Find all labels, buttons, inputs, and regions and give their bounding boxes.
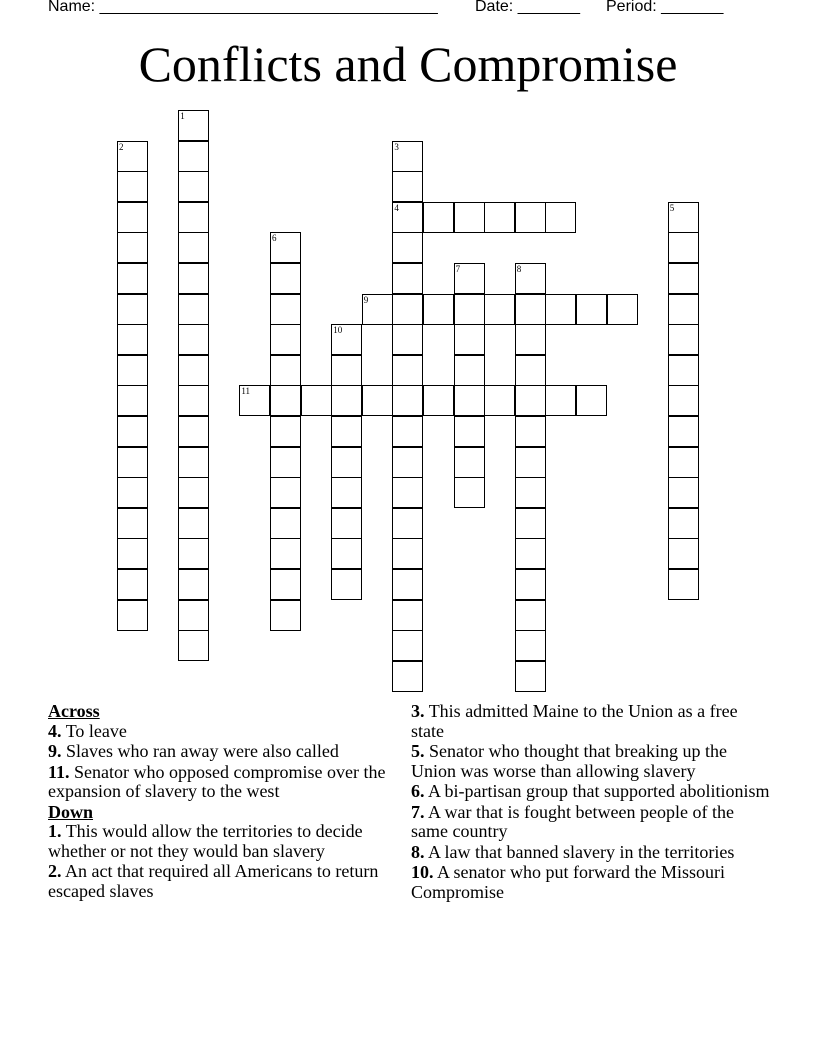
crossword-cell[interactable] xyxy=(117,324,148,355)
crossword-cell[interactable] xyxy=(331,416,362,447)
crossword-cell[interactable] xyxy=(515,630,546,661)
crossword-cell[interactable] xyxy=(515,202,546,233)
crossword-cell[interactable] xyxy=(392,202,423,233)
crossword-cell[interactable] xyxy=(178,385,209,416)
crossword-cell[interactable] xyxy=(178,477,209,508)
clue-text: Senator who opposed compromise over the expansion of slavery to the west xyxy=(48,761,386,801)
crossword-cell[interactable] xyxy=(392,600,423,631)
crossword-cell[interactable] xyxy=(117,141,148,172)
crossword-cell[interactable] xyxy=(668,538,699,569)
clue-number: 3. xyxy=(411,701,425,721)
clue-text: A war that is fought between people of the same country xyxy=(411,801,734,841)
crossword-cell[interactable] xyxy=(270,263,301,294)
crossword-cell[interactable] xyxy=(331,508,362,539)
crossword-cell[interactable] xyxy=(270,324,301,355)
crossword-cell[interactable] xyxy=(668,569,699,600)
crossword-cell[interactable] xyxy=(392,141,423,172)
clue-down-6 xyxy=(411,782,771,802)
crossword-cell[interactable] xyxy=(270,232,301,263)
clue-down-7 xyxy=(411,803,771,842)
crossword-cell[interactable] xyxy=(515,538,546,569)
crossword-cell[interactable] xyxy=(392,630,423,661)
crossword-cell[interactable] xyxy=(454,294,485,325)
crossword-cell[interactable] xyxy=(178,569,209,600)
clue-number-label: 6 xyxy=(272,233,277,244)
crossword-cell[interactable] xyxy=(668,232,699,263)
crossword-cell[interactable] xyxy=(331,355,362,386)
clue-number-label: 1 xyxy=(180,111,185,121)
date-field[interactable]: Date: _______ xyxy=(475,0,580,15)
crossword-cell[interactable] xyxy=(117,538,148,569)
crossword-cell[interactable] xyxy=(454,477,485,508)
crossword-cell[interactable] xyxy=(545,202,576,233)
clues-right-column xyxy=(411,702,771,903)
crossword-cell[interactable] xyxy=(270,294,301,325)
crossword-cell[interactable] xyxy=(178,294,209,325)
crossword-cell[interactable] xyxy=(668,385,699,416)
crossword-cell[interactable] xyxy=(515,416,546,447)
crossword-cell[interactable] xyxy=(178,416,209,447)
crossword-cell[interactable] xyxy=(668,477,699,508)
crossword-cell[interactable] xyxy=(515,263,546,294)
clue-number: 2. xyxy=(48,861,62,881)
clue-number-label: 5 xyxy=(669,202,675,213)
crossword-cell[interactable] xyxy=(331,477,362,508)
crossword-cell[interactable] xyxy=(301,385,332,416)
crossword-cell[interactable] xyxy=(362,294,393,325)
across-heading: Across xyxy=(48,701,100,721)
crossword-cell[interactable] xyxy=(331,447,362,478)
crossword-cell[interactable] xyxy=(668,416,699,447)
clue-number-label: 3 xyxy=(394,141,399,152)
crossword-cell[interactable] xyxy=(392,324,423,355)
clues-left-column xyxy=(48,702,388,902)
clue-number-label: 9 xyxy=(363,294,369,305)
crossword-cell[interactable] xyxy=(545,294,576,325)
crossword-cell[interactable] xyxy=(515,385,546,416)
crossword-cell[interactable] xyxy=(178,171,209,202)
crossword-cell[interactable] xyxy=(117,477,148,508)
crossword-cell[interactable] xyxy=(423,202,454,233)
crossword-cell[interactable] xyxy=(178,538,209,569)
crossword-cell[interactable] xyxy=(515,447,546,478)
crossword-cell[interactable] xyxy=(454,263,485,294)
crossword-cell[interactable] xyxy=(331,324,362,355)
crossword-cell[interactable] xyxy=(454,385,485,416)
crossword-cell[interactable] xyxy=(178,447,209,478)
down-heading: Down xyxy=(48,801,94,822)
clue-number: 1. xyxy=(48,821,62,841)
clue-across-9 xyxy=(48,742,388,762)
clue-text: Senator who thought that breaking up the Union was worse than allowing slavery xyxy=(411,741,727,781)
clue-down-5 xyxy=(411,742,771,781)
crossword-cell[interactable] xyxy=(178,202,209,233)
page-title: Conflicts and Compromise xyxy=(138,36,678,92)
crossword-cell[interactable] xyxy=(668,263,699,294)
crossword-cell[interactable] xyxy=(423,294,454,325)
crossword-cell[interactable] xyxy=(117,294,148,325)
crossword-cell[interactable] xyxy=(178,355,209,386)
name-field[interactable]: Name: ______________________________________ xyxy=(48,0,438,15)
crossword-cell[interactable] xyxy=(117,600,148,631)
crossword-cell[interactable] xyxy=(515,324,546,355)
crossword-cell[interactable] xyxy=(117,171,148,202)
crossword-cell[interactable] xyxy=(392,508,423,539)
crossword-cell[interactable] xyxy=(270,355,301,386)
crossword-cell[interactable] xyxy=(515,600,546,631)
crossword-cell[interactable] xyxy=(117,447,148,478)
crossword-cell[interactable] xyxy=(270,600,301,631)
clue-number: 6. xyxy=(411,781,425,801)
crossword-cell[interactable] xyxy=(270,508,301,539)
clue-number-label: 10 xyxy=(333,325,343,336)
clue-number-label: 8 xyxy=(516,264,522,274)
crossword-cell[interactable] xyxy=(331,538,362,569)
crossword-cell[interactable] xyxy=(117,202,148,233)
clue-across-11 xyxy=(48,763,388,802)
crossword-cell[interactable] xyxy=(392,385,423,416)
clue-number: 5. xyxy=(411,741,425,761)
crossword-cell[interactable] xyxy=(576,294,607,325)
crossword-cell[interactable] xyxy=(178,508,209,539)
crossword-cell[interactable] xyxy=(117,508,148,539)
clue-text: To leave xyxy=(65,720,127,741)
clue-down-3 xyxy=(411,702,771,741)
crossword-cell[interactable] xyxy=(270,569,301,600)
crossword-cell[interactable] xyxy=(454,416,485,447)
crossword-cell[interactable] xyxy=(239,385,270,416)
crossword-cell[interactable] xyxy=(392,294,423,325)
crossword-cell[interactable] xyxy=(117,569,148,600)
crossword-cell[interactable] xyxy=(362,385,393,416)
clue-text: This admitted Maine to the Union as a free state xyxy=(411,701,738,741)
crossword-cell[interactable] xyxy=(484,294,515,325)
clue-down-1 xyxy=(48,822,388,861)
crossword-cell[interactable] xyxy=(392,263,423,294)
crossword-cell[interactable] xyxy=(270,538,301,569)
crossword-cell[interactable] xyxy=(117,416,148,447)
crossword-cell[interactable] xyxy=(331,569,362,600)
crossword-cell[interactable] xyxy=(423,385,454,416)
crossword-cell[interactable] xyxy=(607,294,638,325)
crossword-cell[interactable] xyxy=(270,385,301,416)
crossword-cell[interactable] xyxy=(178,630,209,661)
clue-number: 11. xyxy=(48,761,70,782)
crossword-cell[interactable] xyxy=(270,447,301,478)
crossword-cell[interactable] xyxy=(454,355,485,386)
crossword-cell[interactable] xyxy=(392,171,423,202)
crossword-cell[interactable] xyxy=(484,202,515,233)
crossword-cell[interactable] xyxy=(117,232,148,263)
clue-text: A law that banned slavery in the territories xyxy=(428,841,735,862)
clue-number: 10. xyxy=(411,862,434,882)
crossword-cell[interactable] xyxy=(454,324,485,355)
clue-number: 7. xyxy=(411,801,425,822)
crossword-cell[interactable] xyxy=(668,447,699,478)
period-field[interactable]: Period: _______ xyxy=(606,0,724,15)
crossword-cell[interactable] xyxy=(515,661,546,692)
crossword-cell[interactable] xyxy=(392,538,423,569)
crossword-cell[interactable] xyxy=(392,661,423,692)
crossword-cell[interactable] xyxy=(515,294,546,325)
crossword-cell[interactable] xyxy=(484,385,515,416)
crossword-cell[interactable] xyxy=(392,232,423,263)
crossword-cell[interactable] xyxy=(392,477,423,508)
crossword-cell[interactable] xyxy=(117,263,148,294)
crossword-cell[interactable] xyxy=(178,324,209,355)
clue-down-2 xyxy=(48,862,388,901)
crossword-cell[interactable] xyxy=(668,294,699,325)
clue-number-label: 11 xyxy=(241,386,251,397)
crossword-cell[interactable] xyxy=(576,385,607,416)
crossword-cell[interactable] xyxy=(454,447,485,478)
crossword-cell[interactable] xyxy=(331,385,362,416)
crossword-cell[interactable] xyxy=(270,477,301,508)
crossword-cell[interactable] xyxy=(392,355,423,386)
clue-text: An act that required all Americans to return escaped slaves xyxy=(48,861,379,901)
crossword-cell[interactable] xyxy=(515,508,546,539)
clue-number: 9. xyxy=(48,741,62,761)
crossword-cell[interactable] xyxy=(178,141,209,172)
clue-text: This would allow the territories to decide whether or not they would ban slavery xyxy=(48,821,363,861)
clue-number: 4. xyxy=(48,720,62,741)
clue-number-label: 4 xyxy=(394,202,399,213)
clue-down-10 xyxy=(411,863,771,902)
clue-number-label: 2 xyxy=(119,141,124,152)
crossword-cell[interactable] xyxy=(392,569,423,600)
crossword-cell[interactable] xyxy=(515,477,546,508)
crossword-cell[interactable] xyxy=(270,416,301,447)
crossword-cell[interactable] xyxy=(178,232,209,263)
clue-number-label: 7 xyxy=(455,264,461,274)
crossword-cell[interactable] xyxy=(392,416,423,447)
clue-across-4 xyxy=(48,722,388,742)
crossword-cell[interactable] xyxy=(178,600,209,631)
clue-text: A bi-partisan group that supported abolitionism xyxy=(428,781,770,801)
crossword-cell[interactable] xyxy=(117,355,148,386)
crossword-cell[interactable] xyxy=(515,569,546,600)
crossword-cell[interactable] xyxy=(117,385,148,416)
crossword-cell[interactable] xyxy=(392,447,423,478)
crossword-cell[interactable] xyxy=(545,385,576,416)
crossword-cell[interactable] xyxy=(668,324,699,355)
crossword-cell[interactable] xyxy=(178,110,209,141)
clue-text: Slaves who ran away were also called xyxy=(66,741,339,761)
crossword-cell[interactable] xyxy=(178,263,209,294)
crossword-cell[interactable] xyxy=(668,508,699,539)
clue-text: A senator who put forward the Missouri Compromise xyxy=(411,862,725,902)
crossword-cell[interactable] xyxy=(668,355,699,386)
clue-number: 8. xyxy=(411,841,425,862)
clue-down-8 xyxy=(411,843,771,863)
crossword-cell[interactable] xyxy=(668,202,699,233)
crossword-cell[interactable] xyxy=(454,202,485,233)
crossword-cell[interactable] xyxy=(515,355,546,386)
